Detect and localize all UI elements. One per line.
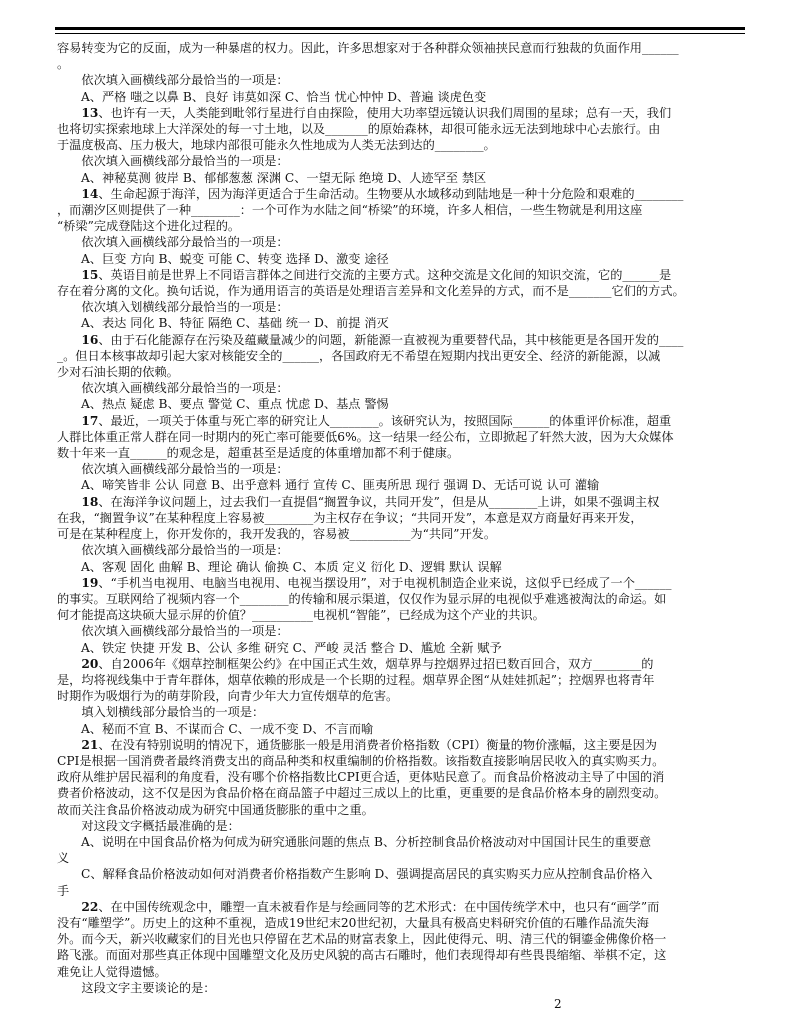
text-line [57, 218, 745, 234]
text-line [57, 834, 745, 850]
question-number: 19 [81, 575, 99, 590]
text-line [57, 40, 745, 56]
text-line [57, 283, 745, 299]
text-line [57, 802, 745, 818]
line-text: 政府从维护居民福利的角度看，没有哪个价格指数比CPI更合适，更体贴民意了。而食品价格波动主导了中国的消 [57, 770, 665, 785]
text-line [57, 704, 745, 720]
text-line [57, 931, 745, 947]
text-line [57, 559, 745, 575]
line-text: A、说明在中国食品价格为何成为研究通胀问题的焦点 B、分析控制食品价格波动对中国国计民生的重要意 [81, 834, 652, 849]
text-line [57, 299, 745, 315]
line-text: 这段文字主要谈论的是： [81, 980, 216, 995]
text-line [57, 332, 745, 348]
header-rule-thick [55, 27, 745, 30]
line-text: 、自2006年《烟草控制框架公约》在中国正式生效，烟草界与控烟界过招已数百回合，双方________的 [98, 656, 654, 671]
text-line [57, 542, 745, 558]
text-line [57, 737, 745, 753]
question-number: 14 [81, 186, 99, 201]
line-text: A、热点 疑虑 B、要点 警觉 C、重点 忧虑 D、基点 警惕 [81, 397, 389, 412]
line-text: 填入划横线部分最恰当的一项是： [81, 705, 265, 720]
line-text: 、在海洋争议问题上，过去我们一直提倡“搁置争议，共同开发”，但是从________上讲，如果不强调主权 [98, 494, 660, 509]
text-line [57, 105, 745, 121]
text-line [57, 623, 745, 639]
line-text: 于温度极高、压力极大，地球内部很可能永久性地成为人类无法到达的________。 [57, 138, 496, 153]
line-text: A、表达 同化 B、特征 隔绝 C、基础 统一 D、前提 消灭 [81, 316, 389, 331]
text-line [57, 153, 745, 169]
text-line [57, 769, 745, 785]
line-text: 何才能提高这块硕大显示屏的价值？__________电视机“智能”，已经成为这个产业的共识。 [57, 608, 545, 623]
line-text: 、生命起源于海洋，因为海洋更适合于生命活动。生物要从水域移动到陆地是一种十分危险和艰难的________ [98, 186, 684, 201]
text-line [57, 947, 745, 963]
line-text: 依次填入划横线部分最恰当的一项是： [81, 300, 289, 315]
line-text: 。 [57, 57, 70, 72]
text-line [57, 640, 745, 656]
line-text: ，而潮汐区则提供了一种________：一个可作为水陆之间“桥梁”的环境，许多人相信，一些生物就是利用这座 [57, 203, 643, 218]
text-line [57, 494, 745, 510]
line-text: _。但日本核事故却引起大家对核能安全的______，各国政府无不希望在短期内找出更安全、经济的新能源，以减 [57, 348, 661, 363]
line-text: A、严格 嗤之以鼻 B、良好 讳莫如深 C、恰当 忧心忡忡 D、普遍 谈虎色变 [81, 89, 487, 104]
line-text: 的事实。互联网给了视频内容一个________的传输和展示渠道，仅仅作为显示屏的电视似乎难逃被淘汰的命运。如 [57, 591, 667, 606]
line-text: A、神秘莫测 彼岸 B、郁郁葱葱 深渊 C、一望无际 绝境 D、人迹罕至 禁区 [81, 170, 487, 185]
line-text: 是，均将视线集中于青年群体，烟草依赖的形成是一个长期的过程。烟草界企图“从娃娃抓起”；控烟界也将青年 [57, 672, 655, 687]
question-number: 22 [81, 899, 99, 914]
text-line [57, 575, 745, 591]
text-line [57, 202, 745, 218]
text-line [57, 477, 745, 493]
text-line [57, 883, 745, 899]
text-line [57, 380, 745, 396]
line-text: A、铁定 快捷 开发 B、公认 多维 研究 C、严峻 灵活 整合 D、尴尬 全新 赋予 [81, 640, 502, 655]
text-line [57, 413, 745, 429]
text-line [57, 186, 745, 202]
line-text: 对这段文字概括最准确的是： [81, 818, 240, 833]
line-text: CPI是根据一国消费者最终消费支出的商品种类和权重编制的价格指数。该指数直接影响居民收入的真实购买力。 [57, 753, 665, 768]
line-text: 时期作为吸烟行为的萌芽阶段，向青少年大力宣传烟草的危害。 [57, 689, 399, 704]
page-number: 2 [554, 997, 562, 1011]
text-line [57, 429, 745, 445]
line-text: 故而关注食品价格波动成为研究中国通货膨胀的重中之重。 [57, 802, 374, 817]
text-line [57, 866, 745, 882]
line-text: 费者价格波动，这不仅是因为食品价格在商品篮子中超过三成以上的比重，更重要的是食品价格本身的剧烈变动。 [57, 786, 667, 801]
line-text: 路飞涨。而面对那些真正体现中国雕塑文化及历史风貌的高古石雕时，他们表现得却有些畏畏缩缩、举棋不定，这 [57, 948, 667, 963]
line-text: 外。而今天，新兴收藏家们的目光也只停留在艺术品的财富表象上，因此使得元、明、清三代的铜鎏金佛像价格一 [57, 932, 667, 947]
question-number: 18 [81, 494, 99, 509]
text-line [57, 121, 745, 137]
line-text: 、“手机当电视用、电脑当电视用、电视当摆设用”，对于电视机制造企业来说，这似乎已经成了一个______ [98, 575, 672, 590]
text-line [57, 915, 745, 931]
line-text: 手 [57, 883, 70, 898]
text-line [57, 315, 745, 331]
line-text: 难免让人觉得遗憾。 [57, 964, 167, 979]
question-number: 15 [81, 267, 99, 282]
text-line [57, 818, 745, 834]
text-line [57, 785, 745, 801]
text-line [57, 251, 745, 267]
line-text: 依次填入画横线部分最恰当的一项是： [81, 73, 289, 88]
document-body [57, 40, 745, 996]
line-text: 可是在某种程度上，你开发你的，我开发我的，容易被__________为“共同”开发。 [57, 527, 497, 542]
line-text: A、客观 固化 曲解 B、理论 确认 偷换 C、本质 定义 衍化 D、逻辑 默认 误解 [81, 559, 502, 574]
line-text: 、在中国传统观念中，雕塑一直未被看作是与绘画同等的艺术形式：在中国传统学术中，也只有“画学”而 [98, 899, 660, 914]
text-line [57, 607, 745, 623]
question-number: 20 [81, 656, 99, 671]
line-text: “桥梁”完成登陆这个进化过程的。 [57, 219, 241, 234]
text-line [57, 591, 745, 607]
text-line [57, 461, 745, 477]
text-line [57, 721, 745, 737]
line-text: 在我，“搁置争议”在某种程度上容易被________为主权存在争议；“共同开发”，本意是双方商量好再来开发， [57, 510, 643, 525]
text-line [57, 72, 745, 88]
line-text: A、啼笑皆非 公认 同意 B、出乎意料 通行 宣传 C、匪夷所思 现行 强调 D、无话可说 认可 灌输 [81, 478, 600, 493]
text-line [57, 688, 745, 704]
question-number: 21 [81, 737, 99, 752]
text-line [57, 964, 745, 980]
line-text: A、秘而不宣 B、不谋而合 C、一成不变 D、不言而喻 [81, 721, 374, 736]
text-line [57, 170, 745, 186]
text-line [57, 89, 745, 105]
text-line [57, 672, 745, 688]
line-text: 依次填入画横线部分最恰当的一项是： [81, 235, 289, 250]
header-rule-thin [55, 33, 745, 34]
text-line [57, 396, 745, 412]
line-text: 义 [57, 851, 70, 866]
line-text: 少对石油长期的依赖。 [57, 365, 179, 380]
line-text: 、英语目前是世界上不同语言群体之间进行交流的主要方式。这种交流是文化间的知识交流，它的______是 [98, 267, 672, 282]
line-text: 数十年来一直______的观念是，超重甚至是适度的体重增加都不利于健康。 [57, 446, 460, 461]
text-line [57, 753, 745, 769]
text-line [57, 137, 745, 153]
line-text: 、最近，一项关于体重与死亡率的研究让人________。该研究认为，按照国际______的体重评价标准，超重 [98, 413, 672, 428]
line-text: 容易转变为它的反面，成为一种暴虐的权力。因此，许多思想家对于各种群众领袖挟民意而行独裁的负面作用______ [57, 41, 679, 55]
line-text: 人群比体重正常人群在同一时期内的死亡率可能要低6%。这一结果一经公布，立即掀起了轩然大波，因为大众媒体 [57, 429, 674, 444]
text-line [57, 56, 745, 72]
text-line [57, 980, 745, 996]
text-line [57, 510, 745, 526]
text-line [57, 656, 745, 672]
question-number: 17 [81, 413, 99, 428]
line-text: 依次填入画横线部分最恰当的一项是： [81, 543, 289, 558]
line-text: 依次填入画横线部分最恰当的一项是： [81, 624, 289, 639]
line-text: C、解释食品价格波动如何对消费者价格指数产生影响 D、强调提高居民的真实购买力应从控制食品价格入 [81, 867, 653, 882]
question-number: 16 [81, 332, 99, 347]
line-text: 也将切实探索地球上大洋深处的每一寸土地，以及_______的原始森林，却很可能永远无法到地球中心去旅行。由 [57, 122, 661, 137]
question-number: 13 [81, 105, 99, 120]
line-text: 依次填入画横线部分最恰当的一项是： [81, 462, 289, 477]
line-text: 没有“雕塑学”。历史上的这种不重视，造成19世纪末20世纪初，大量具有极高史料研究价值的石雕作品流失海 [57, 915, 649, 930]
text-line [57, 445, 745, 461]
line-text: 、在没有特别说明的情况下，通货膨胀一般是用消费者价格指数（CPI）衡量的物价涨幅，这主要是因为 [98, 737, 657, 752]
line-text: A、巨变 方向 B、蜕变 可能 C、转变 选择 D、激变 途径 [81, 251, 389, 266]
text-line [57, 348, 745, 364]
text-line [57, 234, 745, 250]
line-text: 存在着分离的文化。换句话说，作为通用语言的英语是处理语言差异和文化差异的方式，而不是_______它们的方式。 [57, 284, 685, 299]
line-text: 、由于石化能源存在污染及蕴藏量减少的问题，新能源一直被视为重要替代品，其中核能更是各国开发的____ [98, 332, 684, 347]
text-line [57, 267, 745, 283]
line-text: 、也许有一天，人类能到毗邻行星进行自由探险，使用大功率望远镜认识我们周围的星球；总有一天，我们 [98, 105, 672, 120]
text-line [57, 850, 745, 866]
text-line [57, 526, 745, 542]
text-line [57, 899, 745, 915]
text-line [57, 364, 745, 380]
line-text: 依次填入画横线部分最恰当的一项是： [81, 154, 289, 169]
line-text: 依次填入画横线部分最恰当的一项是： [81, 381, 289, 396]
